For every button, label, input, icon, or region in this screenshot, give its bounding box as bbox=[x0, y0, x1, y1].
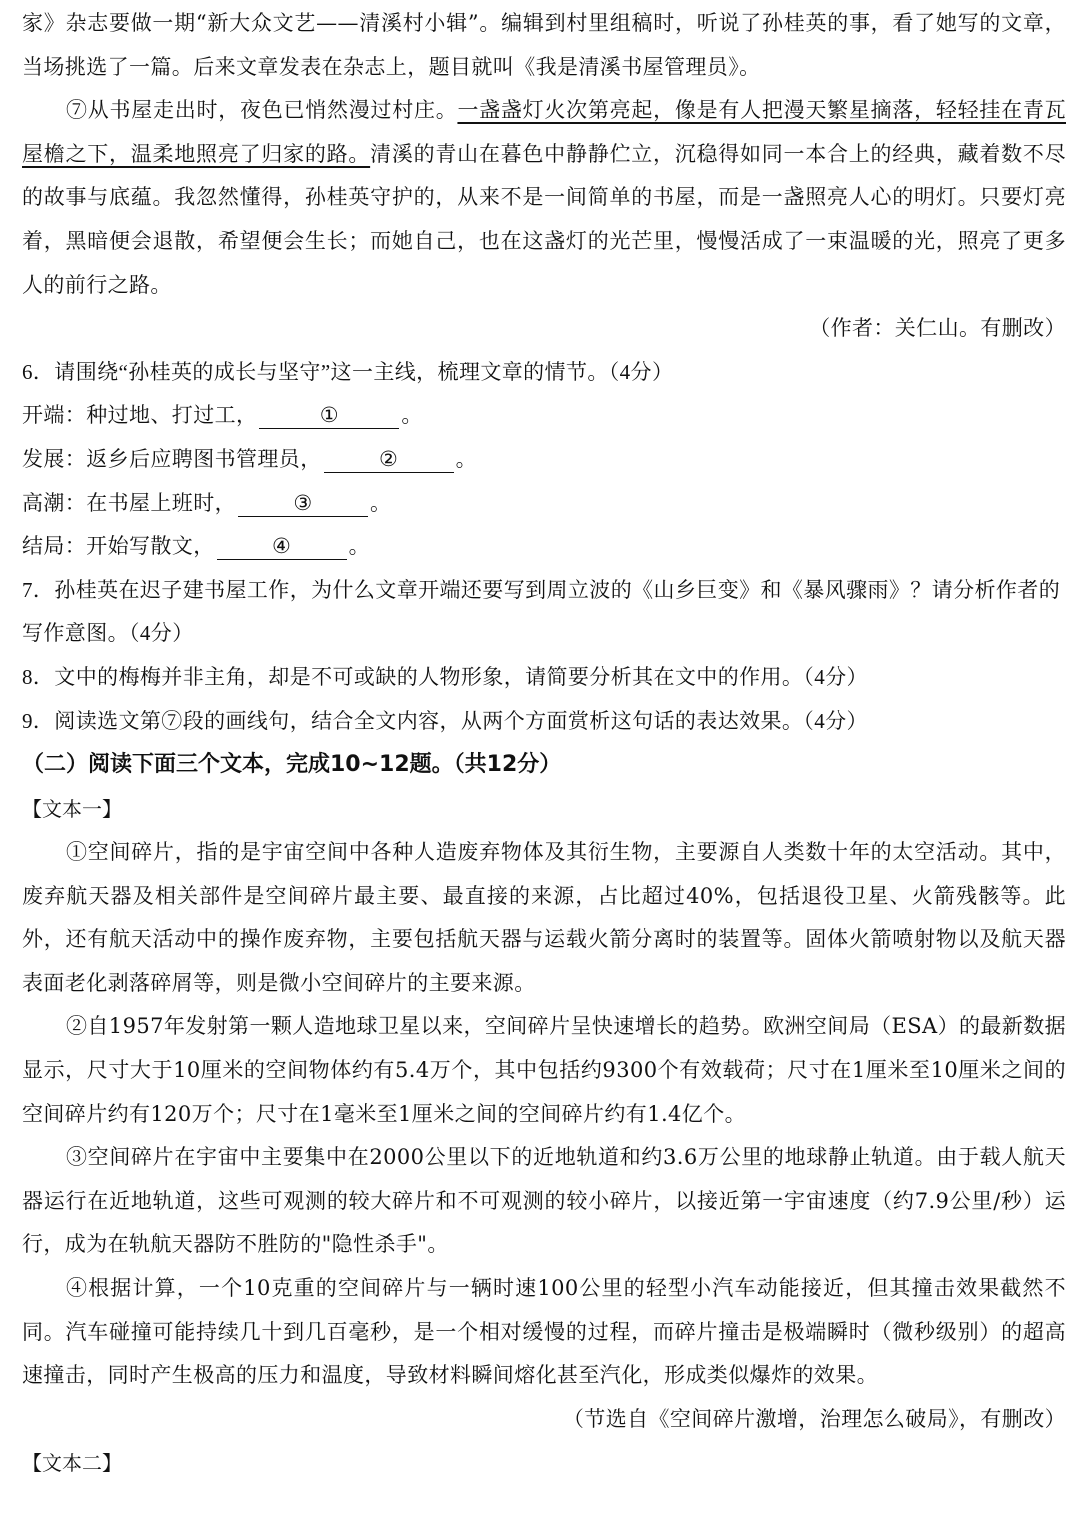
answer-blank-3[interactable]: ③ bbox=[238, 490, 368, 517]
plot-stage-climax: 高潮：在书屋上班时， bbox=[22, 490, 236, 515]
answer-blank-1[interactable]: ① bbox=[259, 402, 399, 429]
question-6-item-4: 结局：开始写散文， ④ 。 bbox=[22, 534, 371, 559]
question-6-item-3: 高潮：在书屋上班时， ③ 。 bbox=[22, 490, 392, 515]
section-2-heading: （二）阅读下面三个文本，完成10~12题。（共12分） bbox=[22, 752, 562, 778]
question-9: 9．阅读选文第⑦段的画线句，结合全文内容，从两个方面赏析这句话的表达效果。（4分） bbox=[22, 708, 868, 733]
source-attribution: （节选自《空间碎片激增，治理怎么破局》，有删改） bbox=[562, 1406, 1066, 1431]
paragraph-7-rest: 清溪的青山在暮色中静静伫立，沉稳得如同一本合上的经典，藏着数不尽的故事与底蕴。我忽然懂得，孙桂英守护的，从来不是一间简单的书屋，而是一盏照亮人心的明灯。只要灯亮着，黑暗便会退散，希望便会生长；而她自己，也在这盏灯的光芒里，慢慢活成了一束温暖的光，照亮了更多人的前行之路。 bbox=[22, 141, 1067, 297]
question-6-stem: 6．请围绕“孙桂英的成长与坚守”这一主线，梳理文章的情节。（4分） bbox=[22, 359, 674, 384]
text-1-paragraph-1: ①空间碎片，指的是宇宙空间中各种人造废弃物体及其衍生物，主要源自人类数十年的太空活动。其中，废弃航天器及相关部件是空间碎片最主要、最直接的来源，占比超过40%，包括退役卫星、火箭残骸等。此外，还有航天活动中的操作废弃物，主要包括航天器与运载火箭分离时的装置等。固体火箭喷射物以及航天器表面老化剥落碎屑等，则是微小空间碎片的主要来源。 bbox=[22, 840, 1066, 995]
answer-blank-2[interactable]: ② bbox=[324, 446, 454, 473]
text-1-paragraph-4: ④根据计算，一个10克重的空间碎片与一辆时速100公里的轻型小汽车动能接近，但其撞击效果截然不同。汽车碰撞可能持续几十到几百毫秒，是一个相对缓慢的过程，而碎片撞击是极端瞬时（微秒级别）的超高速撞击，同时产生极高的压力和温度，导致材料瞬间熔化甚至汽化，形成类似爆炸的效果。 bbox=[22, 1276, 1066, 1388]
plot-stage-beginning: 开端：种过地、打过工， bbox=[22, 403, 258, 428]
text-1-label: 【文本一】 bbox=[22, 797, 122, 822]
plot-stage-ending: 结局：开始写散文， bbox=[22, 534, 215, 559]
text-1-paragraph-2: ②自1957年发射第一颗人造地球卫星以来，空间碎片呈快速增长的趋势。欧洲空间局（ESA）的最新数据显示，尺寸大于10厘米的空间物体约有5.4万个，其中包括约9300个有效载荷；尺寸在1厘米至10厘米之间的空间碎片约有120万个；尺寸在1毫米至1厘米之间的空间碎片约有1.4亿个。 bbox=[22, 1014, 1066, 1126]
plot-stage-development: 发展：返乡后应聘图书管理员， bbox=[22, 446, 322, 471]
question-8: 8．文中的梅梅并非主角，却是不可或缺的人物形象，请简要分析其在文中的作用。（4分） bbox=[22, 664, 868, 689]
text-1-paragraph-3: ③空间碎片在宇宙中主要集中在2000公里以下的近地轨道和约3.6万公里的地球静止轨道。由于载人航天器运行在近地轨道，这些可观测的较大碎片和不可观测的较小碎片，以接近第一宇宙速度（约7.9公里/秒）运行，成为在轨航天器防不胜防的"隐性杀手"。 bbox=[22, 1145, 1066, 1257]
underlined-sentence: 一盏盏灯火次第亮起，像是有人把漫天繁星摘落，轻轻挂在青瓦屋檐之下，温柔地照亮了归家的路。 bbox=[22, 98, 1066, 166]
paragraph-7-lead: ⑦从书屋走出时，夜色已悄然漫过村庄。 bbox=[66, 98, 458, 123]
text-2-label: 【文本二】 bbox=[22, 1451, 122, 1476]
author-attribution: （作者：关仁山。有删改） bbox=[809, 316, 1066, 341]
exam-page bbox=[22, 2, 1066, 1485]
question-6-item-2: 发展：返乡后应聘图书管理员， ② 。 bbox=[22, 446, 478, 471]
question-7: 7．孙桂英在迟子建书屋工作，为什么文章开端还要写到周立波的《山乡巨变》和《暴风骤雨》？请分析作者的写作意图。（4分） bbox=[22, 577, 1061, 646]
passage-paragraph-7 bbox=[22, 89, 1066, 307]
passage-paragraph-6-end: 家》杂志要做一期“新大众文艺——清溪村小辑”。编辑到村里组稿时，听说了孙桂英的事，看了她写的文章，当场挑选了一篇。后来文章发表在杂志上，题目就叫《我是清溪书屋管理员》。 bbox=[22, 11, 1066, 79]
question-6-item-1: 开端：种过地、打过工， ① 。 bbox=[22, 403, 423, 428]
answer-blank-4[interactable]: ④ bbox=[217, 533, 347, 560]
